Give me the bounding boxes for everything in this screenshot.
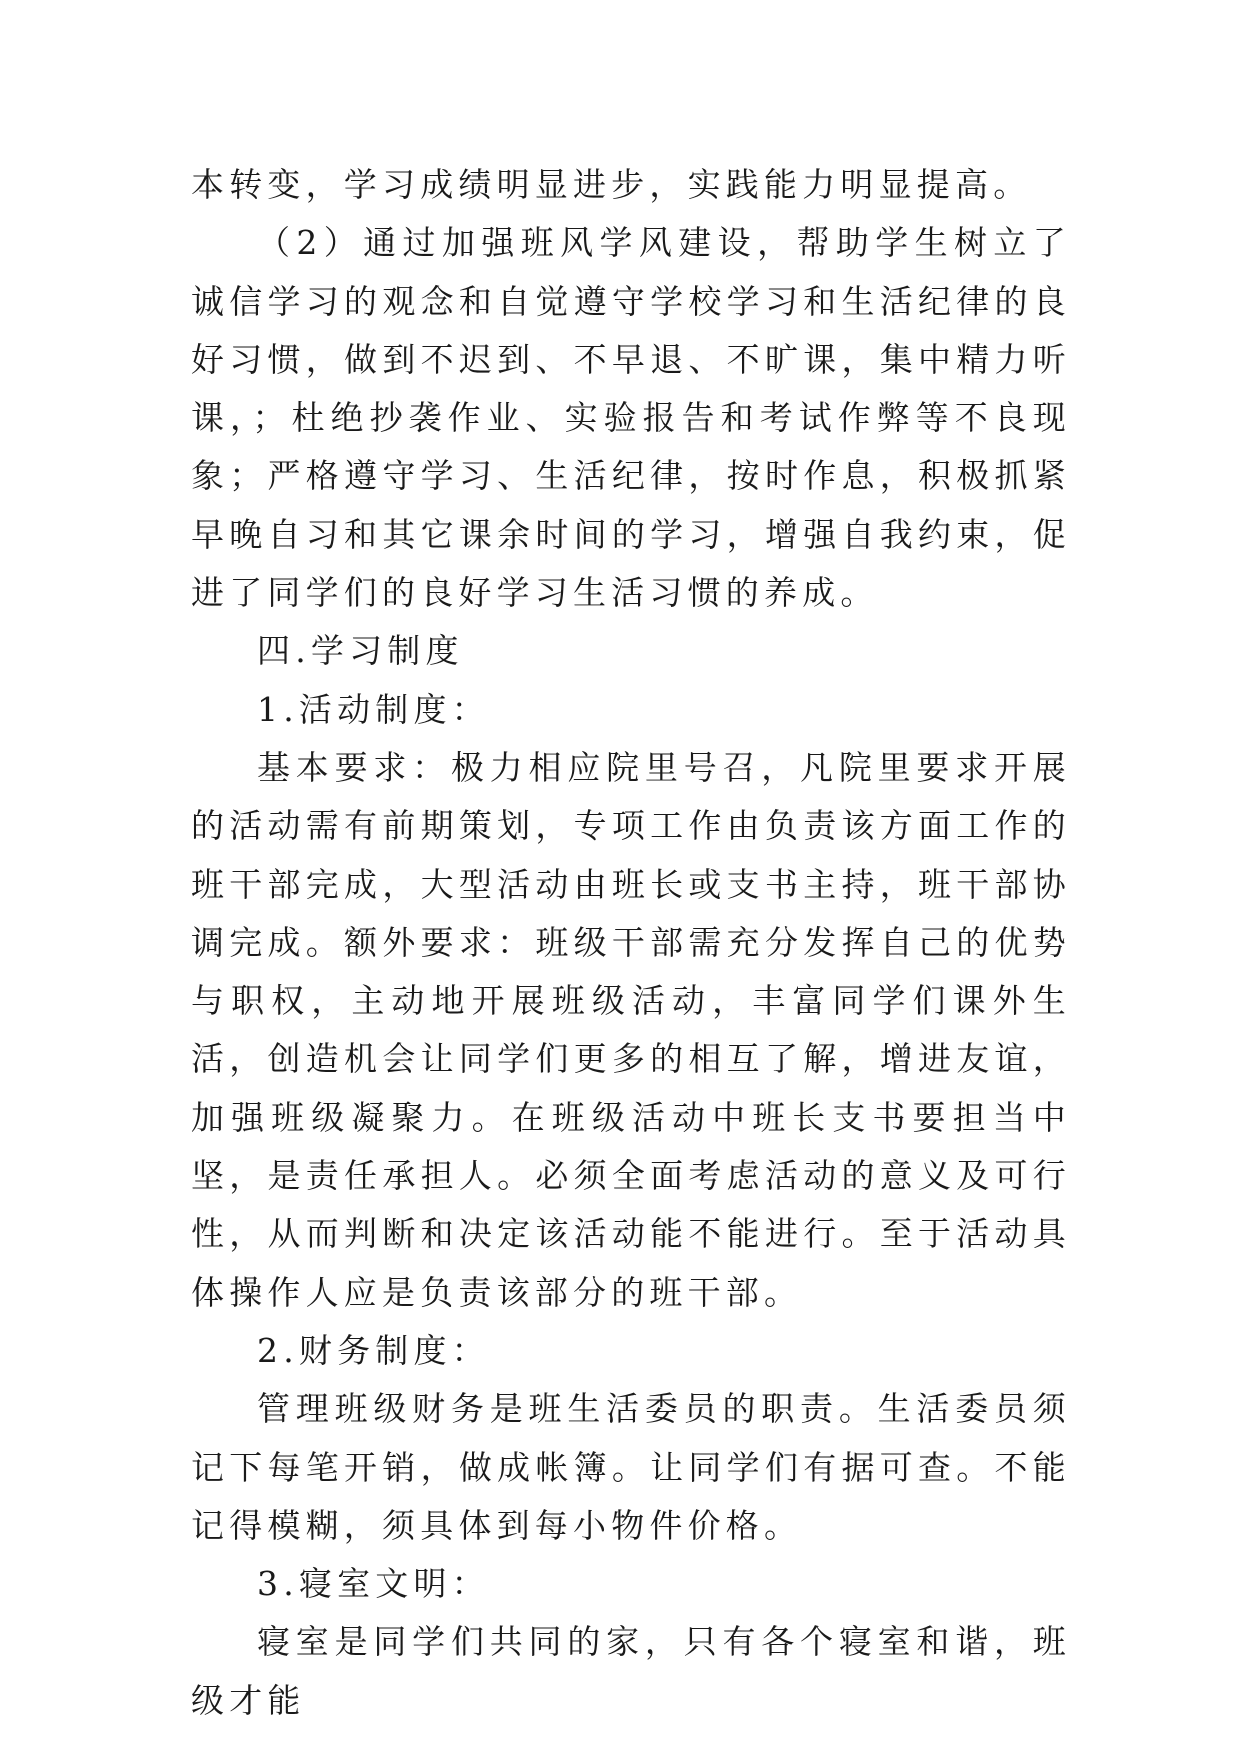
subheading-dorm-civility: 3.寝室文明： [257,1564,490,1604]
subheading-activity-system: 1.活动制度： [257,689,490,729]
section-heading-study-system: 四.学习制度 [257,631,464,671]
paragraph-continuation: 本转变，学习成绩明显进步，实践能力明显提高。 [191,165,1032,204]
paragraph-dorm-intro: 寝室是同学们共同的家，只有各个寝室和谐，班级才能 [191,1622,1071,1720]
paragraph-study-habits: （2）通过加强班风学风建设，帮助学生树立了诚信学习的观念和自觉遵守学校学习和生活纪律的良好习惯，做到不迟到、不早退、不旷课，集中精力听课，；杜绝抄袭作业、实验报告和考试作弊等不良现象；严格遵守学习、生活纪律，按时作息，积极抓紧早晚自习和其它课余时间的学习，增强自我约束，促进了同学们的良好学习生活习惯的养成。 [191,223,1071,613]
paragraph-finance-management: 管理班级财务是班生活委员的职责。生活委员须记下每笔开销，做成帐簿。让同学们有据可查。不能记得模糊，须具体到每小物件价格。 [191,1389,1071,1545]
paragraph-activity-requirements: 基本要求：极力相应院里号召，凡院里要求开展的活动需有前期策划，专项工作由负责该方面工作的班干部完成，大型活动由班长或支书主持，班干部协调完成。额外要求：班级干部需充分发挥自己的优势与职权，主动地开展班级活动，丰富同学们课外生活，创造机会让同学们更多的相互了解，增进友谊，加强班级凝聚力。在班级活动中班长支书要担当中坚，是责任承担人。必须全面考虑活动的意义及可行性，从而判断和决定该活动能不能进行。至于活动具体操作人应是负责该部分的班干部。 [191,747,1071,1312]
document-body [191,156,1071,1730]
subheading-finance-system: 2.财务制度： [257,1330,490,1370]
